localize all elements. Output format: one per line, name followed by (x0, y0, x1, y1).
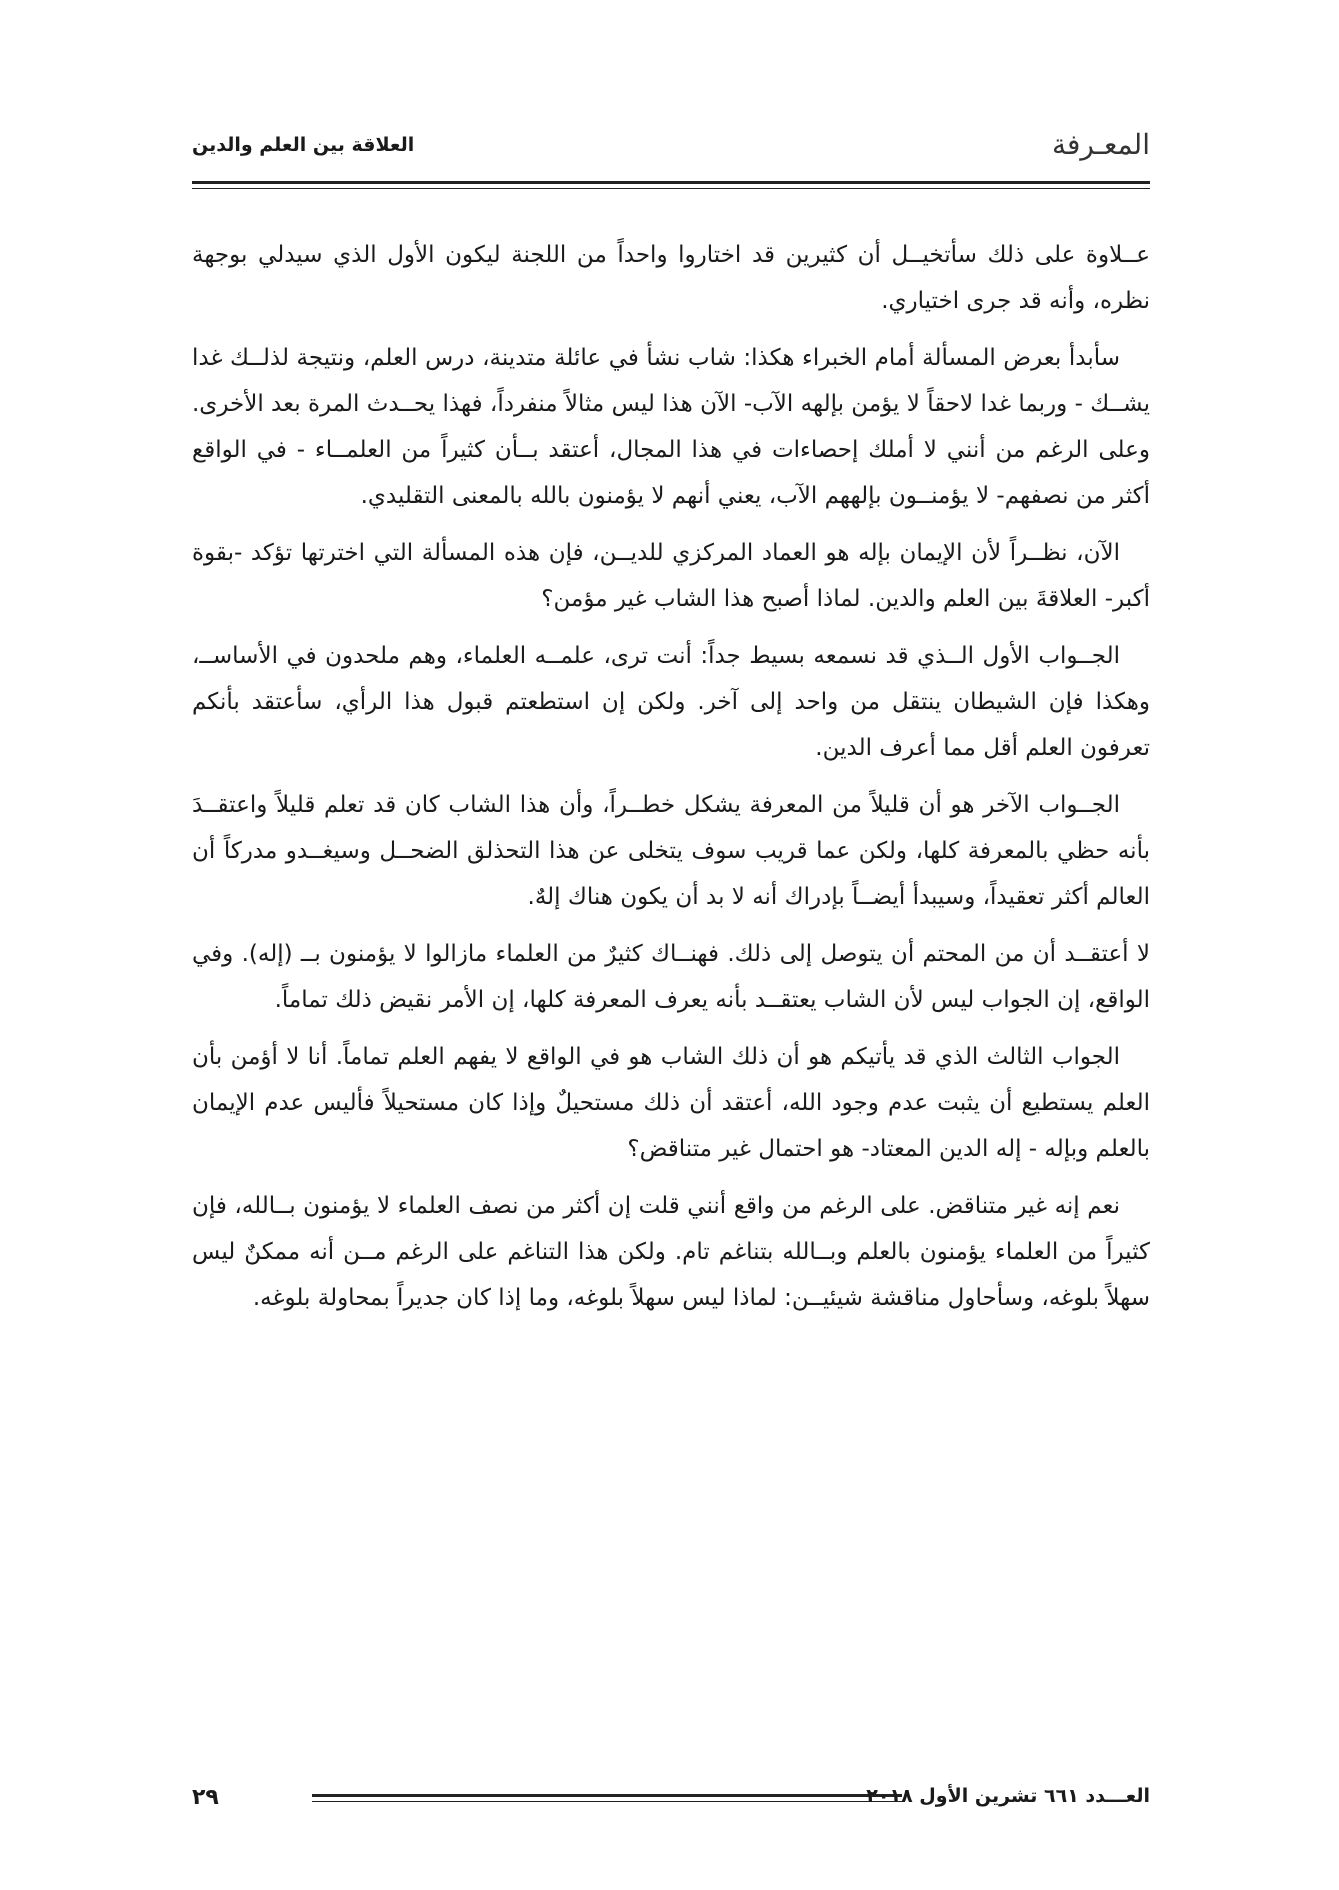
header-rule (192, 181, 1150, 184)
footer-rule (312, 1794, 902, 1802)
paragraph: سأبدأ بعرض المسألة أمام الخبراء هكذا: شاب نشأ في عائلة متدينة، درس العلم، ونتيجة لذلــك غدا يشــك - وربما غدا لاحقاً لا يؤمن بإلهه الآب- الآن هذا ليس مثالاً منفرداً، فهذا يحــدث المرة بعد الأخرى. وعلى الرغم من أنني لا أملك إحصاءات في هذا المجال، أعتقد بــأن كثيراً من العلمــاء - في الواقع أكثر من نصفهم- لا يؤمنــون بإلههم الآب، يعني أنهم لا يؤمنون بالله بالمعنى التقليدي. (192, 345, 1150, 509)
running-title: العلاقة بين العلم والدين (192, 134, 415, 156)
paragraph: نعم إنه غير متناقض. على الرغم من واقع أنني قلت إن أكثر من نصف العلماء لا يؤمنون بــالله، فإن كثيراً من العلماء يؤمنون بالعلم وبــالله بتناغم تام. ولكن هذا التناغم على الرغم مــن أنه ممكنٌ ليس سهلاً بلوغه، وسأحاول مناقشة شيئيــن: لماذا ليس سهلاً بلوغه، وما إذا كان جديراً بمحاولة بلوغه. (192, 1193, 1150, 1311)
magazine-logo: المعـرفة (1051, 128, 1150, 161)
issue-info: العـــدد ٦٦١ تشرين الأول ٢٠١٨ (866, 1785, 1150, 1807)
paragraph: الجــواب الأول الــذي قد نسمعه بسيط جداً: أنت ترى، علمــه العلماء، وهم ملحدون في الأساســ، وهكذا فإن الشيطان ينتقل من واحد إلى آخر. ولكن إن استطعتم قبول هذا الرأي، سأعتقد بأنكم تعرفون العلم أقل مما أعرف الدين. (192, 643, 1150, 761)
paragraph: الجواب الثالث الذي قد يأتيكم هو أن ذلك الشاب هو في الواقع لا يفهم العلم تماماً. أنا لا أؤمن بأن العلم يستطيع أن يثبت عدم وجود الله، أعتقد أن ذلك مستحيلٌ وإذا كان مستحيلاً فأليس عدم الإيمان بالعلم وبإله - إله الدين المعتاد- هو احتمال غير متناقض؟ (192, 1044, 1150, 1162)
paragraph: الآن، نظــراً لأن الإيمان بإله هو العماد المركزي للديــن، فإن هذه المسألة التي اخترتها تؤكد -بقوة أكبر- العلاقةَ بين العلم والدين. لماذا أصبح هذا الشاب غير مؤمن؟ (192, 540, 1150, 612)
page-footer (192, 1785, 1150, 1815)
page-number: ٢٩ (192, 1785, 219, 1810)
paragraph: عــلاوة على ذلك سأتخيــل أن كثيرين قد اختاروا واحداً من اللجنة ليكون الأول الذي سيدلي بوجهة نظره، وأنه قد جرى اختياري. (192, 242, 1150, 314)
article-body (192, 232, 1150, 1332)
paragraph: الجــواب الآخر هو أن قليلاً من المعرفة يشكل خطــراً، وأن هذا الشاب كان قد تعلم قليلاً واعتقــدَ بأنه حظي بالمعرفة كلها، ولكن عما قريب سوف يتخلى عن هذا التحذلق الضحــل وسيغــدو مدركاً أن العالم أكثر تعقيداً، وسيبدأ أيضــاً بإدراك أنه لا بد أن يكون هناك إلهٌ. (192, 792, 1150, 910)
header-rule-thin (192, 188, 1150, 189)
paragraph: لا أعتقــد أن من المحتم أن يتوصل إلى ذلك. فهنــاك كثيرٌ من العلماء مازالوا لا يؤمنون بــ (إله). وفي الواقع، إن الجواب ليس لأن الشاب يعتقــد بأنه يعرف المعرفة كلها، إن الأمر نقيض ذلك تماماً. (192, 941, 1150, 1013)
page-header (192, 128, 1150, 168)
